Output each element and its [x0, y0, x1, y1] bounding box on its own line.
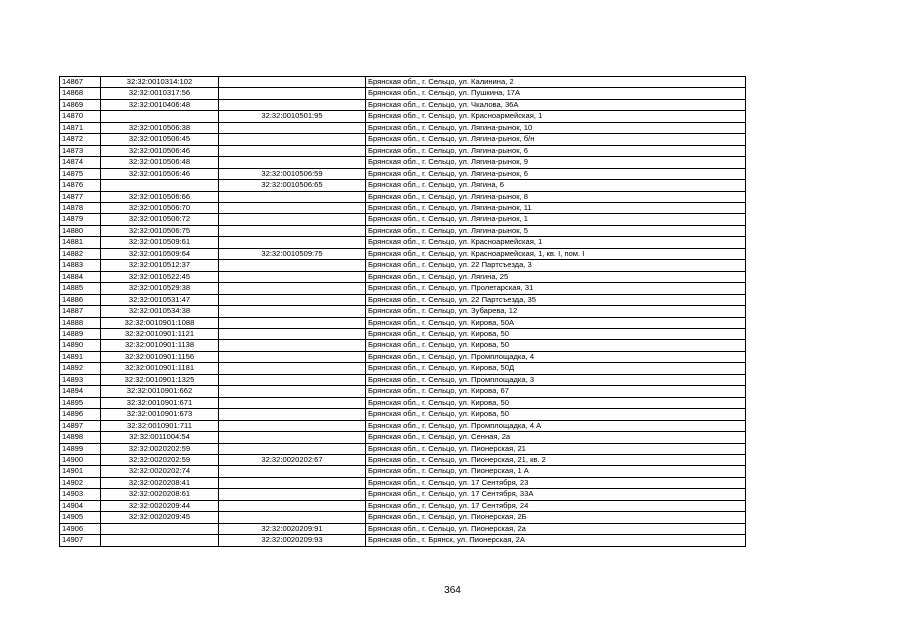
cadastral-number-cell: 32:32:0010901:711	[101, 420, 219, 431]
cadastral-number-cell: 32:32:0010506:70	[101, 202, 219, 213]
cadastral-number-cell: 32:32:0010522:45	[101, 271, 219, 282]
cadastral-number-secondary-cell: 32:32:0020209:91	[219, 523, 366, 534]
cadastral-number-cell: 32:32:0010901:671	[101, 397, 219, 408]
cadastral-number-cell: 32:32:0010317:56	[101, 88, 219, 99]
cadastral-number-cell: 32:32:0010534:38	[101, 306, 219, 317]
cadastral-number-secondary-cell	[219, 351, 366, 362]
cadastral-number-secondary-cell	[219, 214, 366, 225]
cadastral-number-secondary-cell	[219, 88, 366, 99]
cadastral-number-secondary-cell	[219, 122, 366, 133]
address-cell: Брянская обл., г. Сельцо, ул. Пионерская, 2Б	[366, 512, 746, 523]
cadastral-number-cell: 32:32:0020208:41	[101, 477, 219, 488]
row-number-cell: 14882	[60, 248, 101, 259]
address-cell: Брянская обл., г. Сельцо, ул. Промплощадка, 4	[366, 351, 746, 362]
address-cell: Брянская обл., г. Сельцо, ул. Сенная, 2а	[366, 432, 746, 443]
cadastral-number-cell: 32:32:0010506:48	[101, 157, 219, 168]
cadastral-number-cell	[101, 180, 219, 191]
row-number-cell: 14887	[60, 306, 101, 317]
registry-table-body	[60, 77, 746, 547]
row-number-cell: 14868	[60, 88, 101, 99]
row-number-cell: 14899	[60, 443, 101, 454]
cadastral-number-cell: 32:32:0010901:673	[101, 409, 219, 420]
row-number-cell: 14889	[60, 328, 101, 339]
address-cell: Брянская обл., г. Сельцо, ул. Лягина-рынок, 6	[366, 145, 746, 156]
table-row	[60, 351, 746, 362]
address-cell: Брянская обл., г. Сельцо, ул. Кирова, 67	[366, 386, 746, 397]
cadastral-number-secondary-cell	[219, 512, 366, 523]
table-row	[60, 397, 746, 408]
address-cell: Брянская обл., г. Сельцо, ул. Лягина-рынок, 8	[366, 191, 746, 202]
table-row	[60, 157, 746, 168]
address-cell: Брянская обл., г. Сельцо, ул. Красноармейская, 1	[366, 111, 746, 122]
cadastral-number-secondary-cell	[219, 374, 366, 385]
cadastral-number-cell: 32:32:0010531:47	[101, 294, 219, 305]
table-row	[60, 248, 746, 259]
table-row	[60, 180, 746, 191]
cadastral-number-secondary-cell	[219, 397, 366, 408]
row-number-cell: 14907	[60, 535, 101, 546]
row-number-cell: 14895	[60, 397, 101, 408]
table-row	[60, 500, 746, 511]
address-cell: Брянская обл., г. Сельцо, ул. 22 Партсъезда, 35	[366, 294, 746, 305]
row-number-cell: 14886	[60, 294, 101, 305]
row-number-cell: 14873	[60, 145, 101, 156]
address-cell: Брянская обл., г. Сельцо, ул. Лягина-рынок, 6	[366, 168, 746, 179]
table-row	[60, 535, 746, 546]
cadastral-number-cell	[101, 535, 219, 546]
cadastral-number-cell: 32:32:0010901:1121	[101, 328, 219, 339]
table-row	[60, 145, 746, 156]
row-number-cell: 14872	[60, 134, 101, 145]
cadastral-number-secondary-cell: 32:32:0020202:67	[219, 454, 366, 465]
row-number-cell: 14875	[60, 168, 101, 179]
table-row	[60, 420, 746, 431]
row-number-cell: 14877	[60, 191, 101, 202]
table-row	[60, 523, 746, 534]
table-row	[60, 99, 746, 110]
cadastral-number-secondary-cell: 32:32:0010509:75	[219, 248, 366, 259]
row-number-cell: 14900	[60, 454, 101, 465]
row-number-cell: 14902	[60, 477, 101, 488]
row-number-cell: 14894	[60, 386, 101, 397]
address-cell: Брянская обл., г. Сельцо, ул. Кирова, 50	[366, 340, 746, 351]
row-number-cell: 14906	[60, 523, 101, 534]
row-number-cell: 14893	[60, 374, 101, 385]
cadastral-number-secondary-cell	[219, 328, 366, 339]
cadastral-number-cell: 32:32:0020202:74	[101, 466, 219, 477]
table-row	[60, 77, 746, 88]
cadastral-number-secondary-cell	[219, 145, 366, 156]
cadastral-number-secondary-cell	[219, 77, 366, 88]
address-cell: Брянская обл., г. Сельцо, ул. Кирова, 50	[366, 328, 746, 339]
row-number-cell: 14869	[60, 99, 101, 110]
cadastral-number-cell: 32:32:0010529:38	[101, 283, 219, 294]
address-cell: Брянская обл., г. Сельцо, ул. Промплощадка, 4 А	[366, 420, 746, 431]
address-cell: Брянская обл., г. Сельцо, ул. 22 Партсъезда, 3	[366, 260, 746, 271]
cadastral-number-secondary-cell	[219, 420, 366, 431]
table-row	[60, 214, 746, 225]
table-row	[60, 294, 746, 305]
cadastral-number-secondary-cell	[219, 363, 366, 374]
address-cell: Брянская обл., г. Сельцо, ул. Пионерская, 1 А	[366, 466, 746, 477]
cadastral-number-cell	[101, 523, 219, 534]
table-row	[60, 237, 746, 248]
address-cell: Брянская обл., г. Сельцо, ул. 17 Сентября, 33А	[366, 489, 746, 500]
cadastral-number-cell: 32:32:0010506:38	[101, 122, 219, 133]
cadastral-number-secondary-cell	[219, 409, 366, 420]
table-row	[60, 111, 746, 122]
address-cell: Брянская обл., г. Сельцо, ул. Лягина-рынок, 10	[366, 122, 746, 133]
cadastral-number-secondary-cell	[219, 237, 366, 248]
table-row	[60, 340, 746, 351]
cadastral-number-secondary-cell	[219, 432, 366, 443]
cadastral-number-secondary-cell	[219, 317, 366, 328]
address-cell: Брянская обл., г. Сельцо, ул. Лягина, 6	[366, 180, 746, 191]
cadastral-number-secondary-cell	[219, 202, 366, 213]
row-number-cell: 14897	[60, 420, 101, 431]
cadastral-number-secondary-cell	[219, 271, 366, 282]
table-row	[60, 443, 746, 454]
table-row	[60, 168, 746, 179]
table-row	[60, 271, 746, 282]
cadastral-number-cell: 32:32:0010509:61	[101, 237, 219, 248]
address-cell: Брянская обл., г. Сельцо, ул. Калинина, 2	[366, 77, 746, 88]
cadastral-number-secondary-cell	[219, 225, 366, 236]
registry-table	[59, 76, 746, 547]
address-cell: Брянская обл., г. Сельцо, ул. Кирова, 50А	[366, 317, 746, 328]
row-number-cell: 14885	[60, 283, 101, 294]
cadastral-number-cell: 32:32:0020202:59	[101, 454, 219, 465]
row-number-cell: 14892	[60, 363, 101, 374]
address-cell: Брянская обл., г. Сельцо, ул. Пионерская, 21	[366, 443, 746, 454]
address-cell: Брянская обл., г. Сельцо, ул. 17 Сентября, 24	[366, 500, 746, 511]
address-cell: Брянская обл., г. Сельцо, ул. Лягина-рынок, 1	[366, 214, 746, 225]
table-row	[60, 283, 746, 294]
cadastral-number-secondary-cell	[219, 386, 366, 397]
cadastral-number-secondary-cell	[219, 294, 366, 305]
cadastral-number-secondary-cell	[219, 283, 366, 294]
cadastral-number-cell: 32:32:0010314:102	[101, 77, 219, 88]
table-row	[60, 225, 746, 236]
cadastral-number-cell: 32:32:0010506:46	[101, 168, 219, 179]
table-row	[60, 477, 746, 488]
cadastral-number-cell: 32:32:0010901:1088	[101, 317, 219, 328]
table-row	[60, 306, 746, 317]
table-row	[60, 386, 746, 397]
address-cell: Брянская обл., г. Сельцо, ул. Промплощадка, 3	[366, 374, 746, 385]
table-row	[60, 191, 746, 202]
page-number: 364	[444, 585, 461, 596]
cadastral-number-cell: 32:32:0011004:54	[101, 432, 219, 443]
table-row	[60, 88, 746, 99]
cadastral-number-secondary-cell	[219, 500, 366, 511]
cadastral-number-cell: 32:32:0010901:1325	[101, 374, 219, 385]
address-cell: Брянская обл., г. Сельцо, ул. Лягина-рынок, 11	[366, 202, 746, 213]
cadastral-number-secondary-cell	[219, 306, 366, 317]
table-row	[60, 363, 746, 374]
cadastral-number-secondary-cell: 32:32:0020209:93	[219, 535, 366, 546]
cadastral-number-cell: 32:32:0010512:37	[101, 260, 219, 271]
address-cell: Брянская обл., г. Сельцо, ул. Кирова, 50	[366, 409, 746, 420]
table-row	[60, 432, 746, 443]
cadastral-number-cell: 32:32:0010901:662	[101, 386, 219, 397]
row-number-cell: 14890	[60, 340, 101, 351]
cadastral-number-cell: 32:32:0010901:1138	[101, 340, 219, 351]
cadastral-number-cell: 32:32:0010406:48	[101, 99, 219, 110]
row-number-cell: 14901	[60, 466, 101, 477]
row-number-cell: 14888	[60, 317, 101, 328]
row-number-cell: 14878	[60, 202, 101, 213]
cadastral-number-cell: 32:32:0010901:1156	[101, 351, 219, 362]
cadastral-number-secondary-cell	[219, 443, 366, 454]
cadastral-number-secondary-cell	[219, 191, 366, 202]
cadastral-number-secondary-cell	[219, 99, 366, 110]
row-number-cell: 14870	[60, 111, 101, 122]
cadastral-number-cell: 32:32:0020202:59	[101, 443, 219, 454]
table-row	[60, 409, 746, 420]
cadastral-number-cell: 32:32:0020208:61	[101, 489, 219, 500]
row-number-cell: 14867	[60, 77, 101, 88]
row-number-cell: 14881	[60, 237, 101, 248]
address-cell: Брянская обл., г. Сельцо, ул. Кирова, 50	[366, 397, 746, 408]
row-number-cell: 14903	[60, 489, 101, 500]
address-cell: Брянская обл., г. Сельцо, ул. Лягина, 25	[366, 271, 746, 282]
table-row	[60, 489, 746, 500]
row-number-cell: 14871	[60, 122, 101, 133]
table-row	[60, 454, 746, 465]
address-cell: Брянская обл., г. Сельцо, ул. Пролетарская, 31	[366, 283, 746, 294]
address-cell: Брянская обл., г. Сельцо, ул. Пушкина, 17А	[366, 88, 746, 99]
cadastral-number-secondary-cell	[219, 340, 366, 351]
table-row	[60, 512, 746, 523]
cadastral-number-secondary-cell: 32:32:0010506:65	[219, 180, 366, 191]
address-cell: Брянская обл., г. Сельцо, ул. 17 Сентября, 23	[366, 477, 746, 488]
row-number-cell: 14898	[60, 432, 101, 443]
table-row	[60, 202, 746, 213]
table-row	[60, 122, 746, 133]
cadastral-number-cell: 32:32:0020209:45	[101, 512, 219, 523]
cadastral-number-cell: 32:32:0010506:72	[101, 214, 219, 225]
cadastral-number-secondary-cell	[219, 466, 366, 477]
row-number-cell: 14874	[60, 157, 101, 168]
address-cell: Брянская обл., г. Сельцо, ул. Красноармейская, 1, кв. I, пом. I	[366, 248, 746, 259]
cadastral-number-cell: 32:32:0010506:46	[101, 145, 219, 156]
row-number-cell: 14904	[60, 500, 101, 511]
cadastral-number-cell: 32:32:0010506:66	[101, 191, 219, 202]
cadastral-number-secondary-cell: 32:32:0010506:59	[219, 168, 366, 179]
row-number-cell: 14879	[60, 214, 101, 225]
address-cell: Брянская обл., г. Сельцо, ул. Лягина-рынок, 5	[366, 225, 746, 236]
address-cell: Брянская обл., г. Сельцо, ул. Зубарева, 12	[366, 306, 746, 317]
table-row	[60, 134, 746, 145]
row-number-cell: 14905	[60, 512, 101, 523]
cadastral-number-cell: 32:32:0020209:44	[101, 500, 219, 511]
cadastral-number-secondary-cell: 32:32:0010501:95	[219, 111, 366, 122]
cadastral-number-secondary-cell	[219, 157, 366, 168]
cadastral-number-cell: 32:32:0010506:75	[101, 225, 219, 236]
row-number-cell: 14876	[60, 180, 101, 191]
address-cell: Брянская обл., г. Сельцо, ул. Пионерская, 21, кв. 2	[366, 454, 746, 465]
address-cell: Брянская обл., г. Сельцо, ул. Чкалова, 36А	[366, 99, 746, 110]
row-number-cell: 14883	[60, 260, 101, 271]
table-row	[60, 374, 746, 385]
table-row	[60, 317, 746, 328]
table-row	[60, 466, 746, 477]
row-number-cell: 14896	[60, 409, 101, 420]
table-row	[60, 328, 746, 339]
cadastral-number-secondary-cell	[219, 477, 366, 488]
cadastral-number-secondary-cell	[219, 489, 366, 500]
cadastral-number-secondary-cell	[219, 260, 366, 271]
address-cell: Брянская обл., г. Сельцо, ул. Пионерская, 2а	[366, 523, 746, 534]
address-cell: Брянская обл., г. Сельцо, ул. Красноармейская, 1	[366, 237, 746, 248]
row-number-cell: 14884	[60, 271, 101, 282]
row-number-cell: 14880	[60, 225, 101, 236]
cadastral-number-cell: 32:32:0010509:64	[101, 248, 219, 259]
table-row	[60, 260, 746, 271]
address-cell: Брянская обл., г. Сельцо, ул. Лягина-рынок, 9	[366, 157, 746, 168]
address-cell: Брянская обл., г. Сельцо, ул. Кирова, 50Д	[366, 363, 746, 374]
cadastral-number-cell: 32:32:0010506:45	[101, 134, 219, 145]
address-cell: Брянская обл., г. Сельцо, ул. Лягина-рынок, б/н	[366, 134, 746, 145]
cadastral-number-cell	[101, 111, 219, 122]
row-number-cell: 14891	[60, 351, 101, 362]
address-cell: Брянская обл., г. Брянск, ул. Пионерская, 2А	[366, 535, 746, 546]
cadastral-number-secondary-cell	[219, 134, 366, 145]
cadastral-number-cell: 32:32:0010901:1181	[101, 363, 219, 374]
